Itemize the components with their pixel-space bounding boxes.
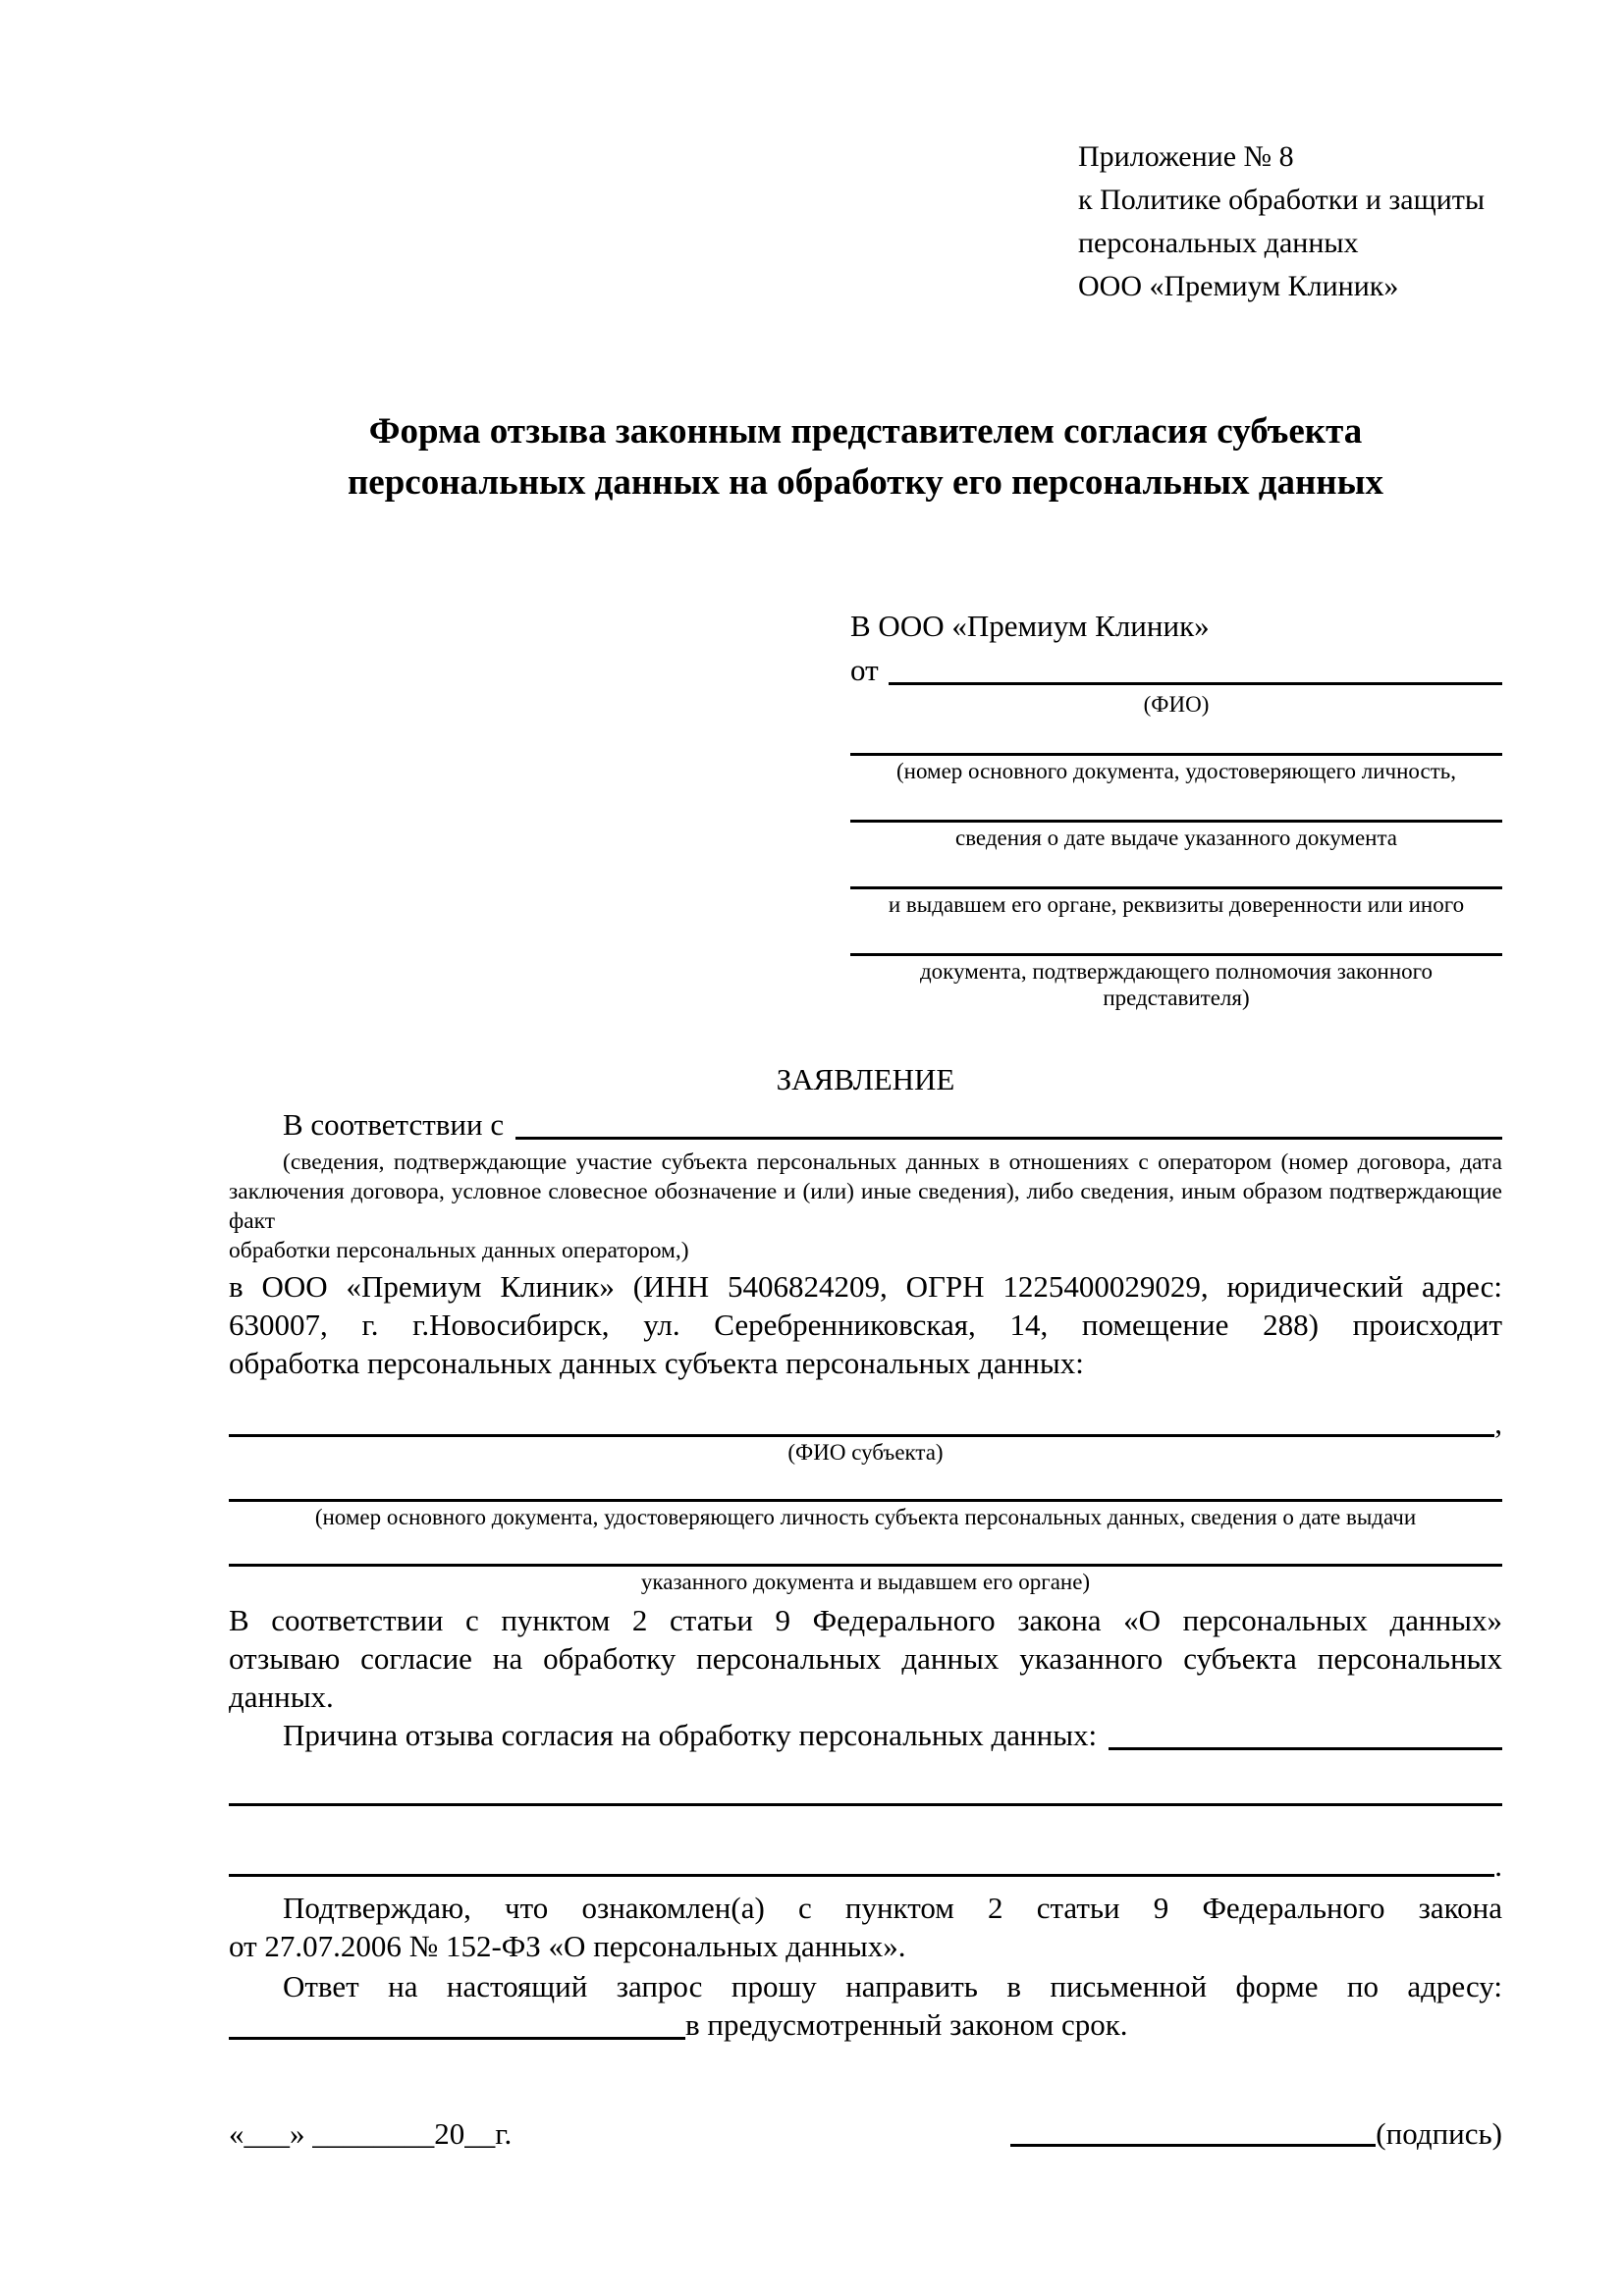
- footer-row: [229, 2114, 1502, 2153]
- withdrawal-paragraph: [229, 1601, 1502, 1716]
- reason-field[interactable]: [1109, 1747, 1502, 1750]
- representative-document-field: [850, 886, 1502, 918]
- reason-field-row-3: [229, 1848, 1502, 1883]
- response-line-1: Ответ на настоящий запрос прошу направить в письменной форме по адресу:: [283, 1969, 1502, 2003]
- response-line-2-text: в предусмотренный законом срок.: [685, 2007, 1128, 2042]
- field-caption: сведения о дате выдаче указанного документа: [954, 826, 1398, 850]
- document-number-field[interactable]: [850, 753, 1502, 756]
- signature-caption: (подпись): [1376, 2116, 1502, 2151]
- operator-paragraph-line: обработка персональных данных субъекта персональных данных:: [229, 1346, 1084, 1380]
- issue-date-field[interactable]: [850, 820, 1502, 823]
- basis-row: [229, 1105, 1502, 1144]
- response-paragraph: [229, 1967, 1502, 2044]
- statement-heading: ЗАЯВЛЕНИЕ: [776, 1062, 955, 1096]
- acknowledgement-line: Подтверждаю, что ознакомлен(а) с пунктом 2 статьи 9 Федерального закона: [283, 1891, 1502, 1925]
- field-caption: документа, подтверждающего полномочия законного представителя): [919, 959, 1433, 1010]
- operator-paragraph: [229, 1267, 1502, 1382]
- fio-caption: (ФИО): [1143, 692, 1210, 717]
- appendix-line: Приложение № 8: [1078, 140, 1294, 173]
- date-field[interactable]: «___» ________20__г.: [229, 2116, 513, 2151]
- subject-fio-row: [229, 1406, 1502, 1440]
- subject-fio-field[interactable]: [229, 1434, 1494, 1437]
- appendix-line: персональных данных: [1078, 227, 1359, 259]
- subject-document-caption: (номер основного документа, удостоверяющего личность субъекта персональных данных, сведения о дате выдачи: [314, 1505, 1417, 1529]
- representative-document-field: [850, 753, 1502, 784]
- field-caption: и выдавшем его органе, реквизиты доверенности или иного: [888, 892, 1465, 917]
- authority-document-field[interactable]: [850, 953, 1502, 956]
- basis-note: [229, 1148, 1502, 1265]
- acknowledgement-line: от 27.07.2006 № 152-ФЗ «О персональных данных».: [229, 1929, 906, 1963]
- sentence-period: .: [1494, 1848, 1502, 1883]
- withdrawal-paragraph-line: данных.: [229, 1680, 334, 1714]
- appendix-line: ООО «Премиум Клиник»: [1078, 270, 1399, 302]
- document-title-line: Форма отзыва законным представителем согласия субъекта: [368, 411, 1363, 452]
- basis-note-line: обработки персональных данных оператором,): [229, 1238, 689, 1263]
- representative-document-field: [850, 953, 1502, 1011]
- subject-document-caption-2: указанного документа и выдавшем его органе): [640, 1570, 1091, 1594]
- reason-row: [229, 1716, 1502, 1754]
- appendix-block: [1078, 135, 1502, 308]
- document-title: [229, 406, 1502, 508]
- basis-field[interactable]: [515, 1137, 1502, 1140]
- reason-label: Причина отзыва согласия на обработку персональных данных:: [283, 1718, 1098, 1752]
- addressee-organization: В ООО «Премиум Клиник»: [850, 609, 1210, 643]
- subject-document-field-2[interactable]: [229, 1564, 1502, 1567]
- addressee-block: [850, 607, 1502, 1011]
- appendix-line: к Политике обработки и защиты: [1078, 184, 1486, 216]
- subject-document-field[interactable]: [229, 1499, 1502, 1502]
- basis-note-line: заключения договора, условное словесное обозначение и (или) иные сведения), либо сведения, иным образом подтверждающие факт: [229, 1179, 1502, 1234]
- from-label: от: [850, 653, 879, 687]
- subject-fio-caption: (ФИО субъекта): [787, 1440, 944, 1465]
- signature-group: [1010, 2114, 1502, 2153]
- issuing-authority-field[interactable]: [850, 886, 1502, 889]
- basis-note-line: (сведения, подтверждающие участие субъекта персональных данных в отношениях с оператором (номер договора, дата: [283, 1149, 1502, 1175]
- withdrawal-paragraph-line: В соответствии с пунктом 2 статьи 9 Федерального закона «О персональных данных»: [229, 1603, 1502, 1637]
- acknowledgement-paragraph: [229, 1889, 1502, 1965]
- operator-paragraph-line: 630007, г. г.Новосибирск, ул. Серебренниковская, 14, помещение 288) происходит: [229, 1308, 1502, 1342]
- representative-fio-field[interactable]: [889, 682, 1502, 685]
- operator-paragraph-line: в ООО «Премиум Клиник» (ИНН 5406824209, ОГРН 1225400029029, юридический адрес:: [229, 1269, 1502, 1304]
- signature-field[interactable]: [1010, 2144, 1376, 2147]
- intro-label: В соответствии с: [283, 1107, 505, 1142]
- withdrawal-paragraph-line: отзываю согласие на обработку персональных данных указанного субъекта персональных: [229, 1641, 1502, 1676]
- representative-document-field: [850, 820, 1502, 851]
- reason-field-line-3[interactable]: [229, 1874, 1494, 1877]
- document-title-line: персональных данных на обработку его персональных данных: [347, 462, 1383, 503]
- field-caption: (номер основного документа, удостоверяющего личность,: [895, 759, 1456, 783]
- subject-fio-comma: ,: [1494, 1406, 1502, 1440]
- response-address-field[interactable]: [229, 2037, 685, 2040]
- reason-field-line-2[interactable]: [229, 1803, 1502, 1806]
